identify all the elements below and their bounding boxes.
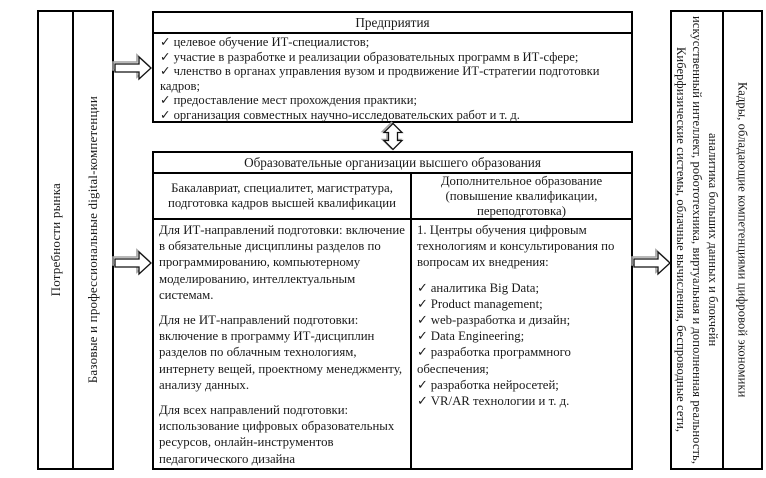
arrow-enterprises-universities-bidirectional-icon [382, 122, 404, 151]
list-item-text: аналитика Big Data; [430, 280, 540, 295]
market-needs-label: Потребности рынка [47, 183, 63, 297]
degree-programs-cell [154, 220, 412, 468]
universities-block [152, 151, 633, 470]
list-item-text: Data Engineering; [430, 329, 525, 344]
centers-list [417, 280, 626, 410]
centers-intro: 1. Центры обучения цифровым технологиям и консультирования по вопросам их внедрения: [417, 223, 615, 270]
market-needs-cell [39, 12, 72, 468]
check-icon: ✓ [160, 35, 171, 49]
list-item [160, 108, 625, 123]
list-item [417, 344, 626, 376]
enterprises-list [154, 34, 631, 123]
enterprises-block [152, 11, 633, 123]
list-item [160, 93, 625, 108]
list-item-text: разработка программного обеспечения; [417, 345, 571, 376]
paragraph: Для всех направлений подготовки: использование цифровых образовательных ресурсов, онлайн-инструментов педагогического дизайна [159, 403, 395, 466]
technologies-cell [672, 12, 722, 468]
left-panel [37, 10, 114, 470]
list-item-text: web-разработка и дизайн; [430, 313, 571, 328]
check-icon: ✓ [417, 313, 428, 328]
check-icon: ✓ [417, 296, 428, 311]
degree-programs-header: Бакалавриат, специалитет, магистратура, подготовка кадров высшей квалификации [154, 174, 412, 220]
list-item [417, 296, 626, 312]
check-icon: ✓ [417, 345, 428, 360]
list-item-text: Product management; [430, 296, 543, 311]
arrow-left-to-universities-icon [113, 249, 153, 277]
paragraph: Для ИТ-направлений подготовки: включение в обязательные дисциплины разделов по программированию, компьютерному моделированию, интеллектуальным системам. [159, 223, 405, 302]
list-item-text: VR/AR технологии и т. д. [430, 394, 570, 409]
competencies-label: Базовые и профессиональные digital-компетенции [85, 96, 100, 384]
list-item [160, 64, 625, 93]
list-item [417, 377, 626, 393]
list-item [417, 328, 626, 344]
check-icon: ✓ [417, 394, 428, 409]
list-item [160, 35, 625, 50]
list-item [417, 393, 626, 409]
list-item-text: членство в органах управления вузом и продвижение ИТ-стратегии подготовки кадров; [160, 64, 600, 93]
list-item [417, 312, 626, 328]
personnel-cell [722, 12, 761, 468]
check-icon: ✓ [417, 280, 428, 295]
check-icon: ✓ [160, 64, 171, 79]
list-item-text: предоставление мест прохождения практики; [173, 93, 417, 108]
list-item-text: целевое обучение ИТ-специалистов; [173, 35, 370, 49]
universities-title: Образовательные организации высшего образования [154, 153, 631, 174]
additional-education-header: Дополнительное образование (повышение квалификации, переподготовка) [412, 174, 631, 220]
check-icon: ✓ [160, 107, 171, 122]
check-icon: ✓ [417, 329, 428, 344]
list-item [417, 280, 626, 296]
personnel-label: Кадры, обладающие компетенциями цифровой экономики [735, 82, 750, 398]
check-icon: ✓ [417, 377, 428, 392]
universities-grid [154, 174, 631, 468]
check-icon: ✓ [160, 49, 171, 64]
check-icon: ✓ [160, 93, 171, 108]
list-item-text: организация совместных научно-исследовательских работ и т. д. [173, 107, 520, 122]
technologies-label: Киберфизические системы, облачные вычисления, беспроводные сети, искусственный интеллект, робототехника, виртуальная и дополненная реальность, аналитика больших данных и блокчейн [674, 15, 720, 465]
enterprises-title: Предприятия [154, 13, 631, 34]
additional-education-cell [412, 220, 631, 468]
paragraph: Для не ИТ-направлений подготовки: включение в программу ИТ-дисциплин разделов по облачным технологиям, интернету вещей, проектному менеджменту, анализу данных. [159, 313, 403, 392]
right-panel [670, 10, 763, 470]
arrow-universities-to-right-icon [633, 249, 672, 277]
arrow-left-to-enterprises-icon [113, 54, 153, 82]
list-item [160, 50, 625, 65]
list-item-text: участие в разработке и реализации образовательных программ в ИТ-сфере; [173, 49, 579, 64]
list-item-text: разработка нейросетей; [430, 377, 559, 392]
competencies-cell [72, 12, 112, 468]
